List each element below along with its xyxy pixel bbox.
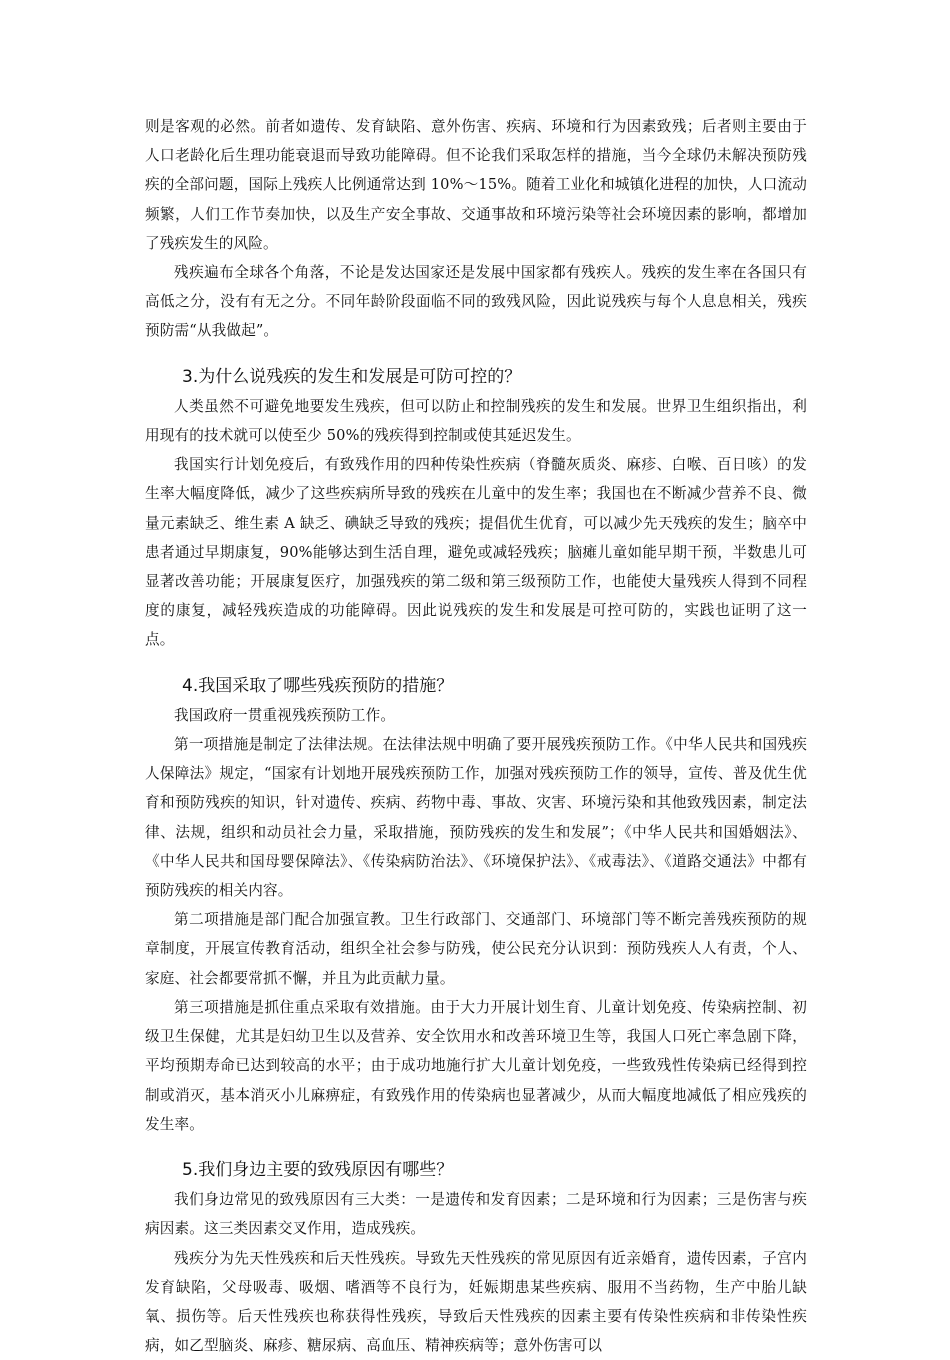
section-5 <box>145 1156 807 1360</box>
section-3 <box>145 363 807 655</box>
section-intro <box>145 112 807 346</box>
paragraph: 第三项措施是抓住重点采取有效措施。由于大力开展计划生育、儿童计划免疫、传染病控制、初级卫生保健，尤其是妇幼卫生以及营养、安全饮用水和改善环境卫生等，我国人口死亡率急剧下降，平均预期寿命已达到较高的水平；由于成功地施行扩大儿童计划免疫，一些致残性传染病已经得到控制或消灭，基本消灭小儿麻痹症，有致残作用的传染病也显著减少，从而大幅度地减低了相应残疾的发生率。 <box>145 998 807 1133</box>
paragraph: 我国政府一贯重视残疾预防工作。 <box>174 706 396 724</box>
paragraph: 我国实行计划免疫后，有致残作用的四种传染性疾病（脊髓灰质炎、麻疹、白喉、百日咳）的发生率大幅度降低，减少了这些疾病所导致的残疾在儿童中的发生率；我国也在不断减少营养不良、微量元素缺乏、维生素 A 缺乏、碘缺乏导致的残疾；提倡优生优育，可以减少先天残疾的发生；脑卒中患者通过早期康复，90%能够达到生活自理，避免或减轻残疾；脑瘫儿童如能早期干预，半数患儿可显著改善功能；开展康复医疗，加强残疾的第二级和第三级预防工作，也能使大量残疾人得到不同程度的康复，减轻残疾造成的功能障碍。因此说残疾的发生和发展是可控可防的，实践也证明了这一点。 <box>145 456 807 649</box>
paragraph: 我们身边常见的致残原因有三大类：一是遗传和发育因素；二是环境和行为因素；三是伤害与疾病因素。这三类因素交叉作用，造成残疾。 <box>145 1191 807 1238</box>
paragraph: 残疾分为先天性残疾和后天性残疾。导致先天性残疾的常见原因有近亲婚育，遗传因素，子宫内发育缺陷，父母吸毒、吸烟、嗜酒等不良行为，妊娠期患某些疾病、服用不当药物，生产中胎儿缺氧、损伤等。后天性残疾也称获得性残疾，导致后天性残疾的因素主要有传染性疾病和非传染性疾病，如乙型脑炎、麻疹、糖尿病、高血压、精神疾病等；意外伤害可以 <box>145 1249 807 1355</box>
paragraph: 第二项措施是部门配合加强宣教。卫生行政部门、交通部门、环境部门等不断完善残疾预防的规章制度，开展宣传教育活动，组织全社会参与防残，使公民充分认识到：预防残疾人人有责，个人、家庭、社会都要常抓不懈，并且为此贡献力量。 <box>145 911 807 987</box>
document-body <box>145 112 807 1360</box>
section-heading: 5.我们身边主要的致残原因有哪些？ <box>182 1159 454 1180</box>
paragraph: 则是客观的必然。前者如遗传、发育缺陷、意外伤害、疾病、环境和行为因素致残；后者则主要由于人口老龄化后生理功能衰退而导致功能障碍。但不论我们采取怎样的措施，当今全球仍未解决预防残疾的全部问题，国际上残疾人比例通常达到 10%～15%。随着工业化和城镇化进程的加快，人口流动频繁，人们工作节奏加快，以及生产安全事故、交通事故和环境污染等社会环境因素的影响，都增加了残疾发生的风险。 <box>145 118 807 252</box>
section-4 <box>145 672 807 1139</box>
section-heading: 3.为什么说残疾的发生和发展是可防可控的？ <box>182 366 522 387</box>
paragraph: 残疾遍布全球各个角落，不论是发达国家还是发展中国家都有残疾人。残疾的发生率在各国只有高低之分，没有有无之分。不同年龄阶段面临不同的致残风险，因此说残疾与每个人息息相关，残疾预防需“从我做起”。 <box>145 264 807 340</box>
section-heading: 4.我国采取了哪些残疾预防的措施？ <box>182 675 454 696</box>
paragraph: 人类虽然不可避免地要发生残疾，但可以防止和控制残疾的发生和发展。世界卫生组织指出，利用现有的技术就可以使至少 50%的残疾得到控制或使其延迟发生。 <box>145 397 807 445</box>
paragraph: 第一项措施是制定了法律法规。在法律法规中明确了要开展残疾预防工作。《中华人民共和国残疾人保障法》规定，“国家有计划地开展残疾预防工作，加强对残疾预防工作的领导，宣传、普及优生优育和预防残疾的知识，针对遗传、疾病、药物中毒、事故、灾害、环境污染和其他致残因素，制定法律、法规，组织和动员社会力量，采取措施，预防残疾的发生和发展”；《中华人民共和国婚姻法》、《中华人民共和国母婴保障法》、《传染病防治法》、《环境保护法》、《戒毒法》、《道路交通法》中都有预防残疾的相关内容。 <box>145 736 807 900</box>
